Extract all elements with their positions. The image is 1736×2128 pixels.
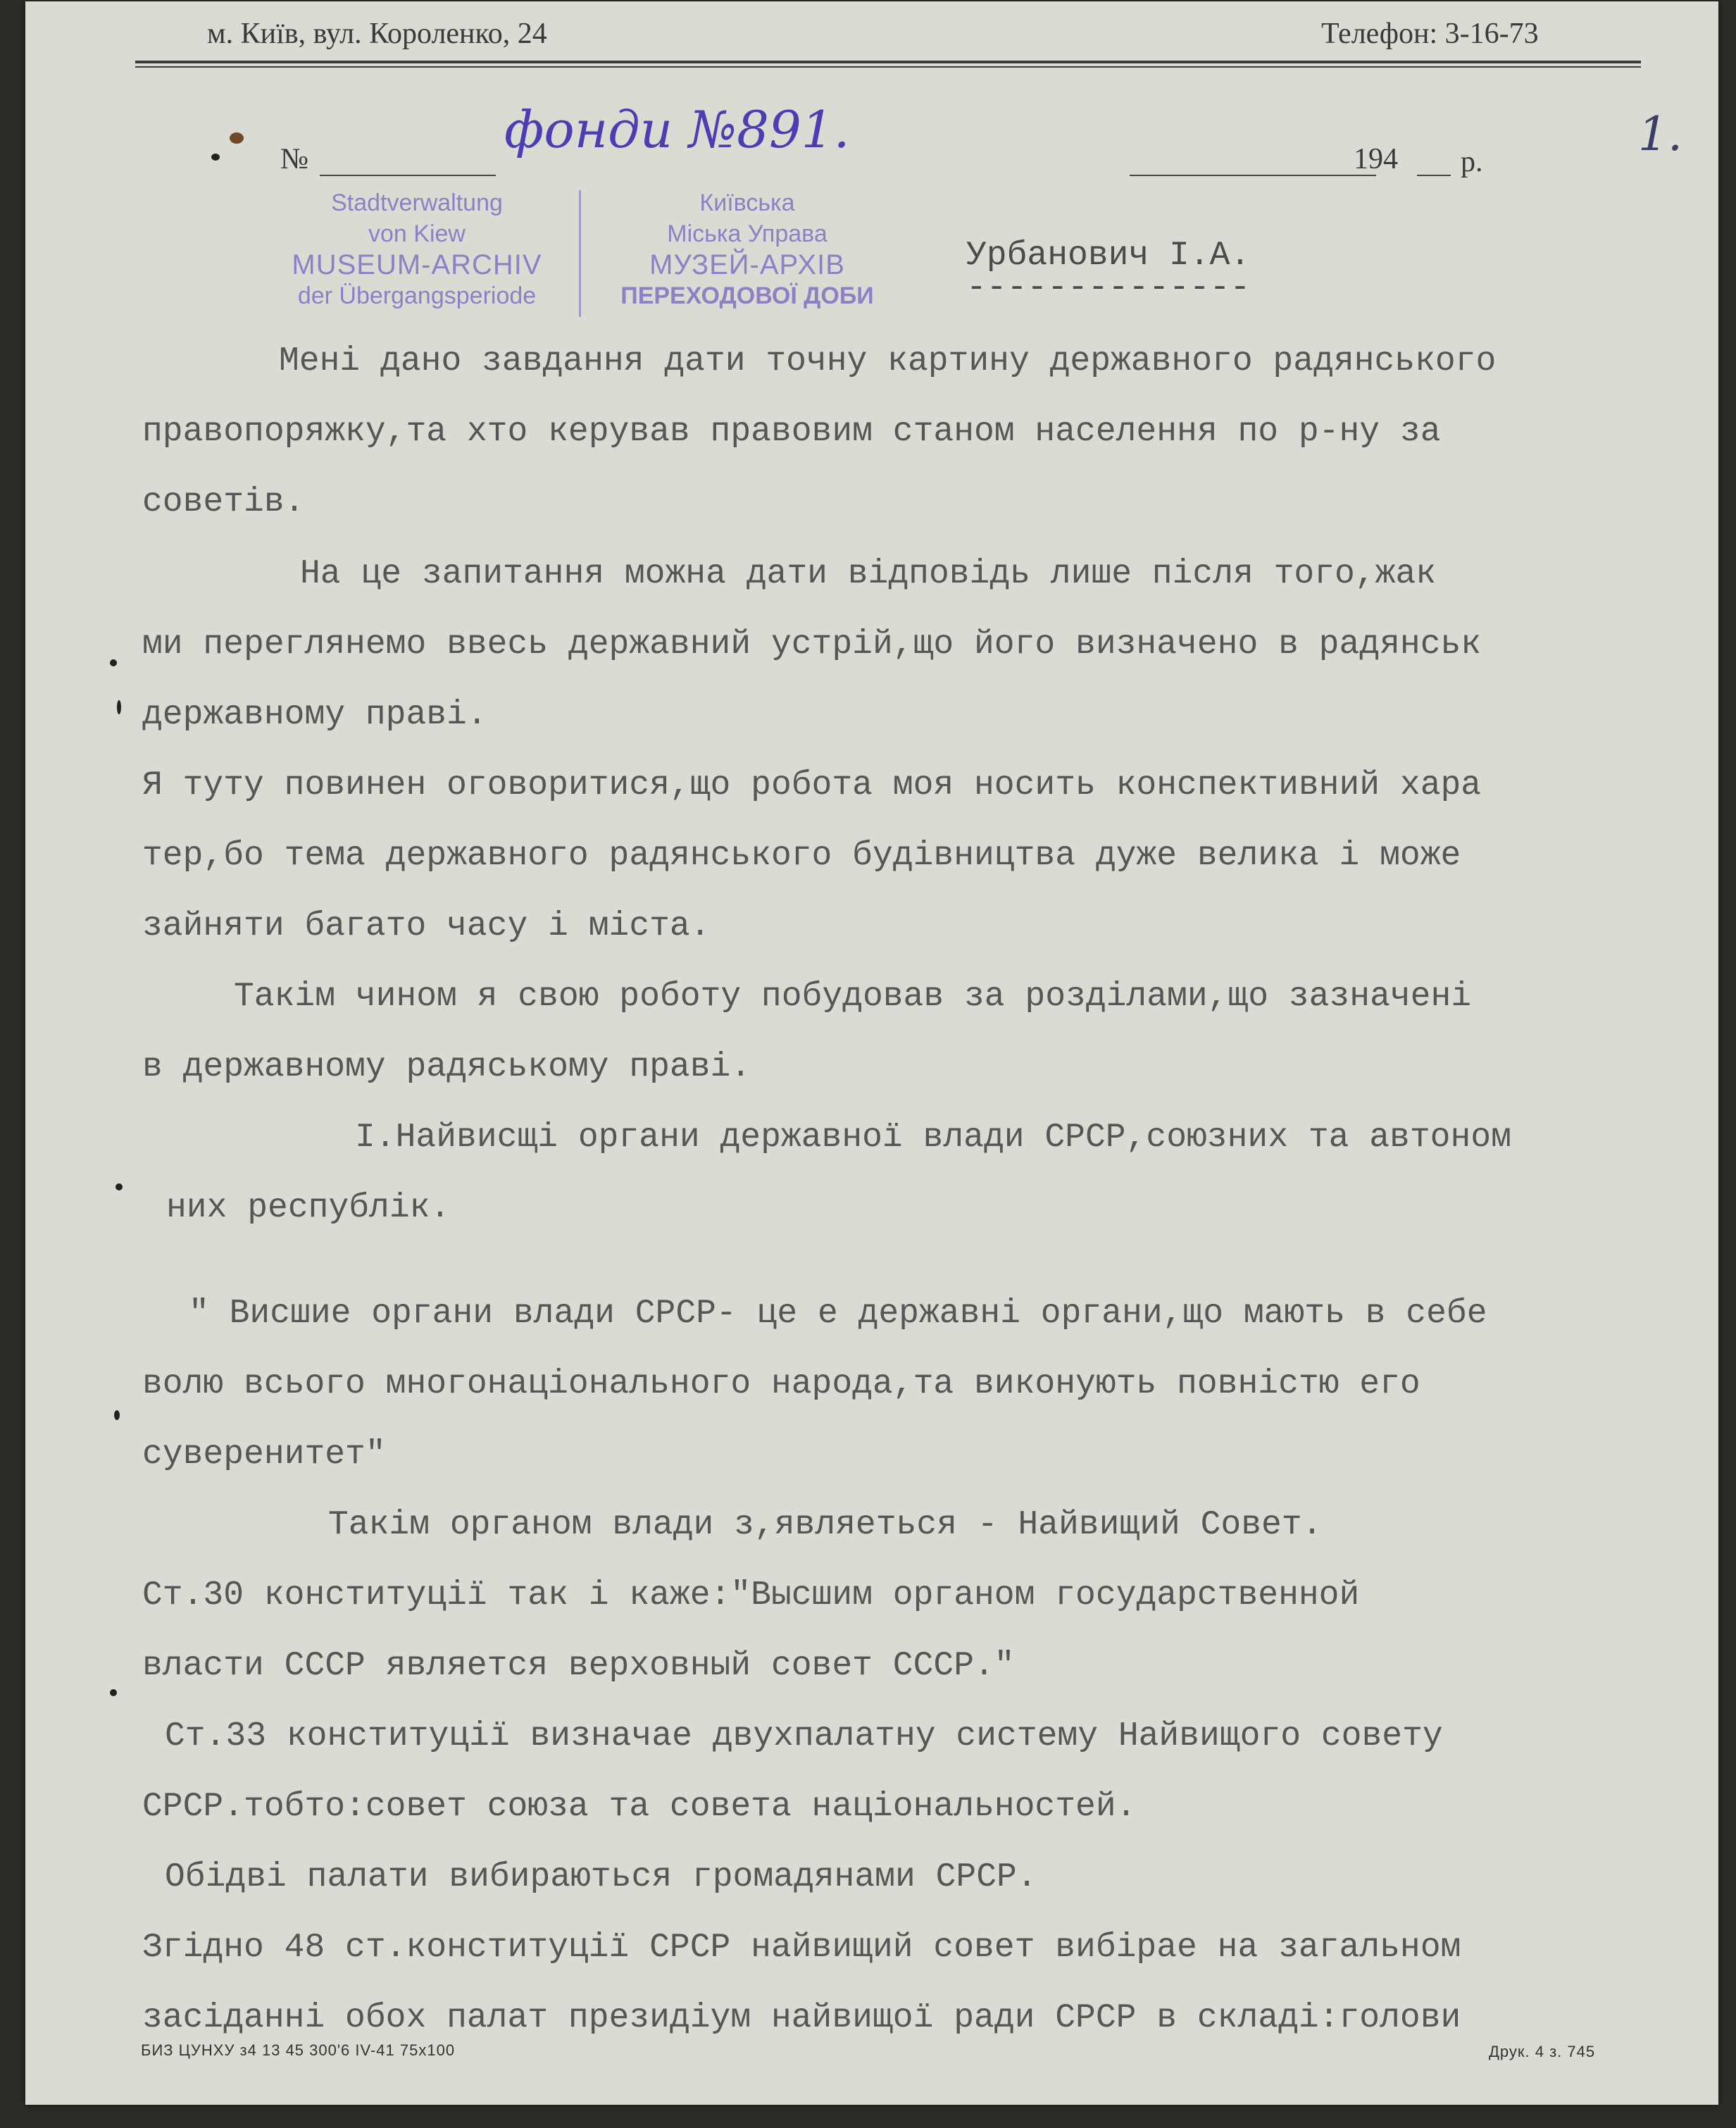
stamp-uk-line-2: Міська Управа [667,220,828,247]
body-line-16: суверенитет" [142,1436,386,1474]
paper-stain [230,132,244,144]
binding-mark [114,1410,120,1420]
document-page [25,1,1718,2105]
body-line-23: Згідно 48 ст.конституції СРСР найвищий совет вибірае на загальном [142,1929,1461,1967]
body-line-19: власти СССР является верховный совет СССР." [142,1647,1015,1685]
binding-mark [110,1689,117,1696]
museum-archive-stamp-german [265,187,569,311]
stamp-uk-line-4: ПЕРЕХОДОВОЇ ДОБИ [620,282,874,309]
year-label: 194 [1354,143,1398,175]
stamp-de-line-1: Stadtverwaltung [331,189,503,216]
stamp-de-line-3: MUSEUM-ARCHIV [292,249,542,280]
letterhead-phone: Телефон: 3-16-73 [1321,18,1539,50]
binding-mark [117,700,121,714]
binding-mark [211,154,220,161]
body-line-24: засіданні обох палат президіум найвищої ради СРСР в складі:голови [142,1999,1461,2037]
footer-print-info-left: БИЗ ЦУНХУ з4 13 45 300'6 IV-41 75x100 [141,2041,456,2059]
body-line-20: Ст.33 конституції визначае двухпалатну систему Найвищого совету [165,1717,1443,1755]
body-line-2: правопоряжку,та хто керував правовим станом населення по р-ну за [142,413,1441,451]
body-line-3: советів. [142,483,305,521]
stamp-de-line-2: von Kiew [368,220,466,247]
body-line-9: зайняти багато часу і міста. [142,907,711,945]
museum-archive-stamp-ukrainian [582,187,913,311]
author-name: Урбанович І.А. [966,237,1251,275]
number-label: № [280,143,309,175]
body-line-1: Мені дано завдання дати точну картину державного радянського [279,342,1497,380]
date-field-line [1130,175,1376,176]
body-line-5: ми переглянемо ввесь державний устрій,що його визначено в радянськ [142,626,1482,664]
stamp-de-line-4: der Übergangsperiode [297,282,537,309]
letterhead-rule-bottom [135,66,1641,68]
binding-mark [110,659,117,666]
letterhead-address: м. Київ, вул. Короленко, 24 [207,18,547,50]
year-suffix: р. [1461,146,1483,178]
author-underline: -------------- [966,269,1251,307]
section-heading-1: I.Найвисщі органи державної влади СРСР,союзних та автоном [355,1119,1511,1157]
page-number: 1. [1638,107,1682,161]
stamp-divider [579,190,581,317]
body-line-22: Обідві палати вибираються громадянами СРСР. [165,1858,1037,1896]
body-line-10: Такім чином я свою роботу побудовав за розділами,що зазначені [234,978,1472,1016]
body-line-8: тер,бо тема державного радянського будівництва дуже велика і може [142,837,1461,875]
body-line-7: Я туту повинен оговоритися,що робота моя носить конспективний хара [142,766,1482,804]
body-line-18: Ст.30 конституції так і каже:"Высшим органом государственной [142,1576,1360,1614]
stamp-uk-line-3: МУЗЕЙ-АРХІВ [649,249,845,280]
body-line-21: СРСР.тобто:совет союза та совета національностей. [142,1788,1137,1826]
section-heading-1-cont: них республік. [166,1189,451,1227]
body-line-6: державному праві. [142,696,487,734]
body-line-15: волю всього многонаціонального народа,та виконують повністю его [142,1365,1420,1403]
binding-mark [115,1183,123,1190]
handwritten-fond-note: фонди №891. [504,100,850,159]
body-line-17: Такім органом влади з,являеться - Найвищий Совет. [328,1506,1323,1544]
footer-print-info-right: Друк. 4 з. 745 [1489,2043,1596,2060]
body-line-14: " Висшие органи влади СРСР- це е державні органи,що мають в себе [189,1295,1487,1333]
number-field-line [320,175,496,176]
letterhead-rule-top [135,61,1641,63]
body-line-4: На це запитання можна дати відповідь лише після того,жак [300,555,1437,593]
body-line-11: в державному радяському праві. [142,1048,751,1086]
year-field-line [1417,175,1451,176]
stamp-uk-line-1: Київська [699,189,795,216]
